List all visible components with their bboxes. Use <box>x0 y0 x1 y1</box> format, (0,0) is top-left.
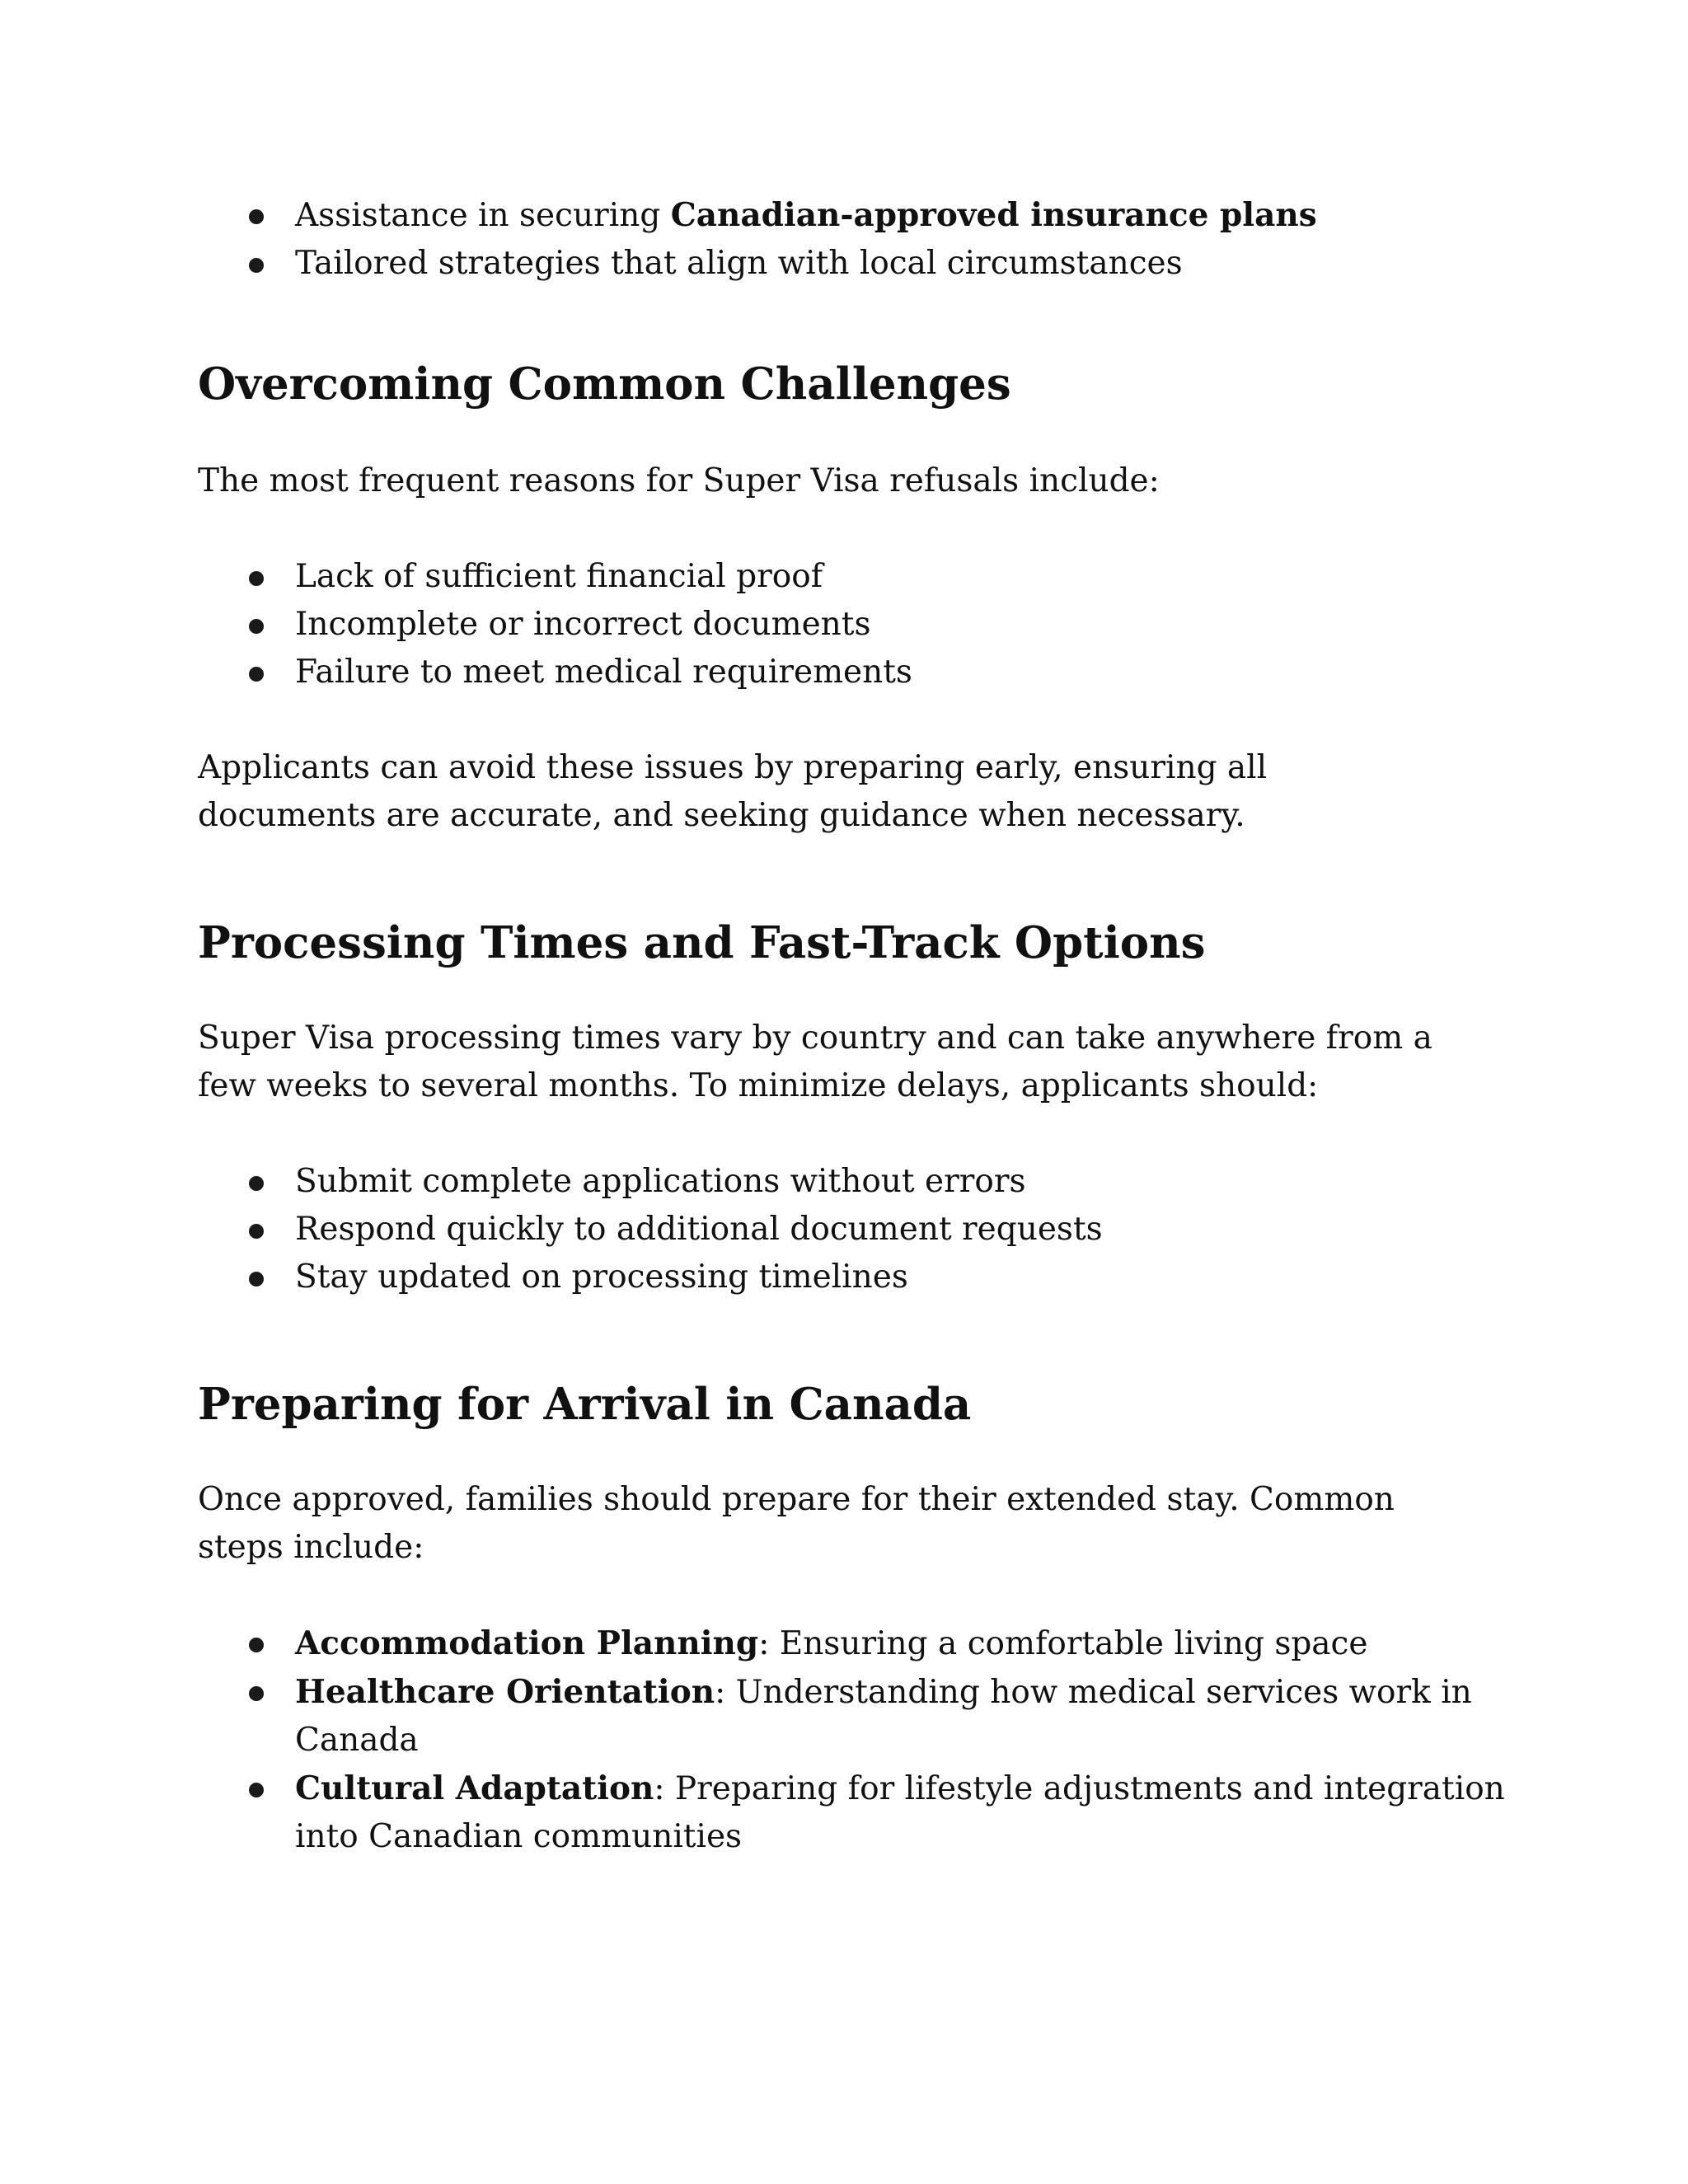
list-item <box>198 191 1517 240</box>
paragraph-challenges-intro: The most frequent reasons for Super Visa refusals include: <box>198 462 1160 499</box>
bullet-icon <box>249 258 264 273</box>
bullet-icon <box>249 1272 264 1286</box>
document-content <box>198 191 1517 1861</box>
bullet-icon <box>249 1783 264 1797</box>
arrival-bullet-list <box>198 1619 1517 1861</box>
bullet-icon <box>249 619 264 634</box>
list-item <box>198 1158 1517 1206</box>
bullet-icon <box>249 1686 264 1701</box>
list-item <box>198 601 1517 649</box>
heading-challenges: Overcoming Common Challenges <box>198 359 1011 410</box>
list-item-text: Respond quickly to additional document requests <box>295 1211 1103 1248</box>
list-item-desc: : Understanding how medical services work in Canada <box>295 1674 1472 1759</box>
list-item-text: Incomplete or incorrect documents <box>295 606 871 643</box>
heading-processing: Processing Times and Fast-Track Options <box>198 917 1206 968</box>
list-item-text: Failure to meet medical requirements <box>295 654 912 691</box>
list-item-text: Tailored strategies that align with local circumstances <box>295 245 1183 282</box>
list-item <box>198 1619 1517 1668</box>
bullet-icon <box>249 571 264 586</box>
list-item-term: Healthcare Orientation <box>295 1673 715 1711</box>
paragraph-challenges-closing: Applicants can avoid these issues by preparing early, ensuring all documents are accurate, and seeking guidance when necessary. <box>198 749 1268 834</box>
list-item-text: Assistance in securing <box>295 197 671 234</box>
processing-bullet-list <box>198 1158 1517 1301</box>
list-item <box>198 1254 1517 1301</box>
heading-arrival: Preparing for Arrival in Canada <box>198 1379 972 1430</box>
list-item-term: Cultural Adaptation <box>295 1769 654 1807</box>
bullet-icon <box>249 1224 264 1239</box>
bullet-icon <box>249 1638 264 1652</box>
list-item-term: Accommodation Planning <box>295 1624 759 1662</box>
bullet-icon <box>249 667 264 682</box>
bullet-icon <box>249 1176 264 1191</box>
list-item-desc: : Preparing for lifestyle adjustments and integration into Canadian communities <box>295 1770 1505 1855</box>
challenges-bullet-list <box>198 553 1517 696</box>
list-item-text: Lack of sufficient financial proof <box>295 558 823 595</box>
list-item-text: Submit complete applications without errors <box>295 1163 1026 1200</box>
list-item <box>198 1668 1517 1765</box>
paragraph-processing-intro: Super Visa processing times vary by country and can take anywhere from a few weeks to several months. To minimize delays, applicants should: <box>198 1019 1432 1104</box>
list-item <box>198 553 1517 601</box>
list-item <box>198 649 1517 696</box>
list-item <box>198 1206 1517 1254</box>
paragraph-arrival-intro: Once approved, families should prepare for their extended stay. Common steps include: <box>198 1481 1395 1566</box>
list-item <box>198 240 1517 288</box>
bullet-icon <box>249 209 264 224</box>
list-item-bold: Canadian-approved insurance plans <box>670 196 1317 234</box>
intro-bullet-list <box>198 191 1517 288</box>
list-item-text: Stay updated on processing timelines <box>295 1258 908 1296</box>
list-item <box>198 1765 1517 1861</box>
list-item-desc: : Ensuring a comfortable living space <box>758 1625 1368 1662</box>
